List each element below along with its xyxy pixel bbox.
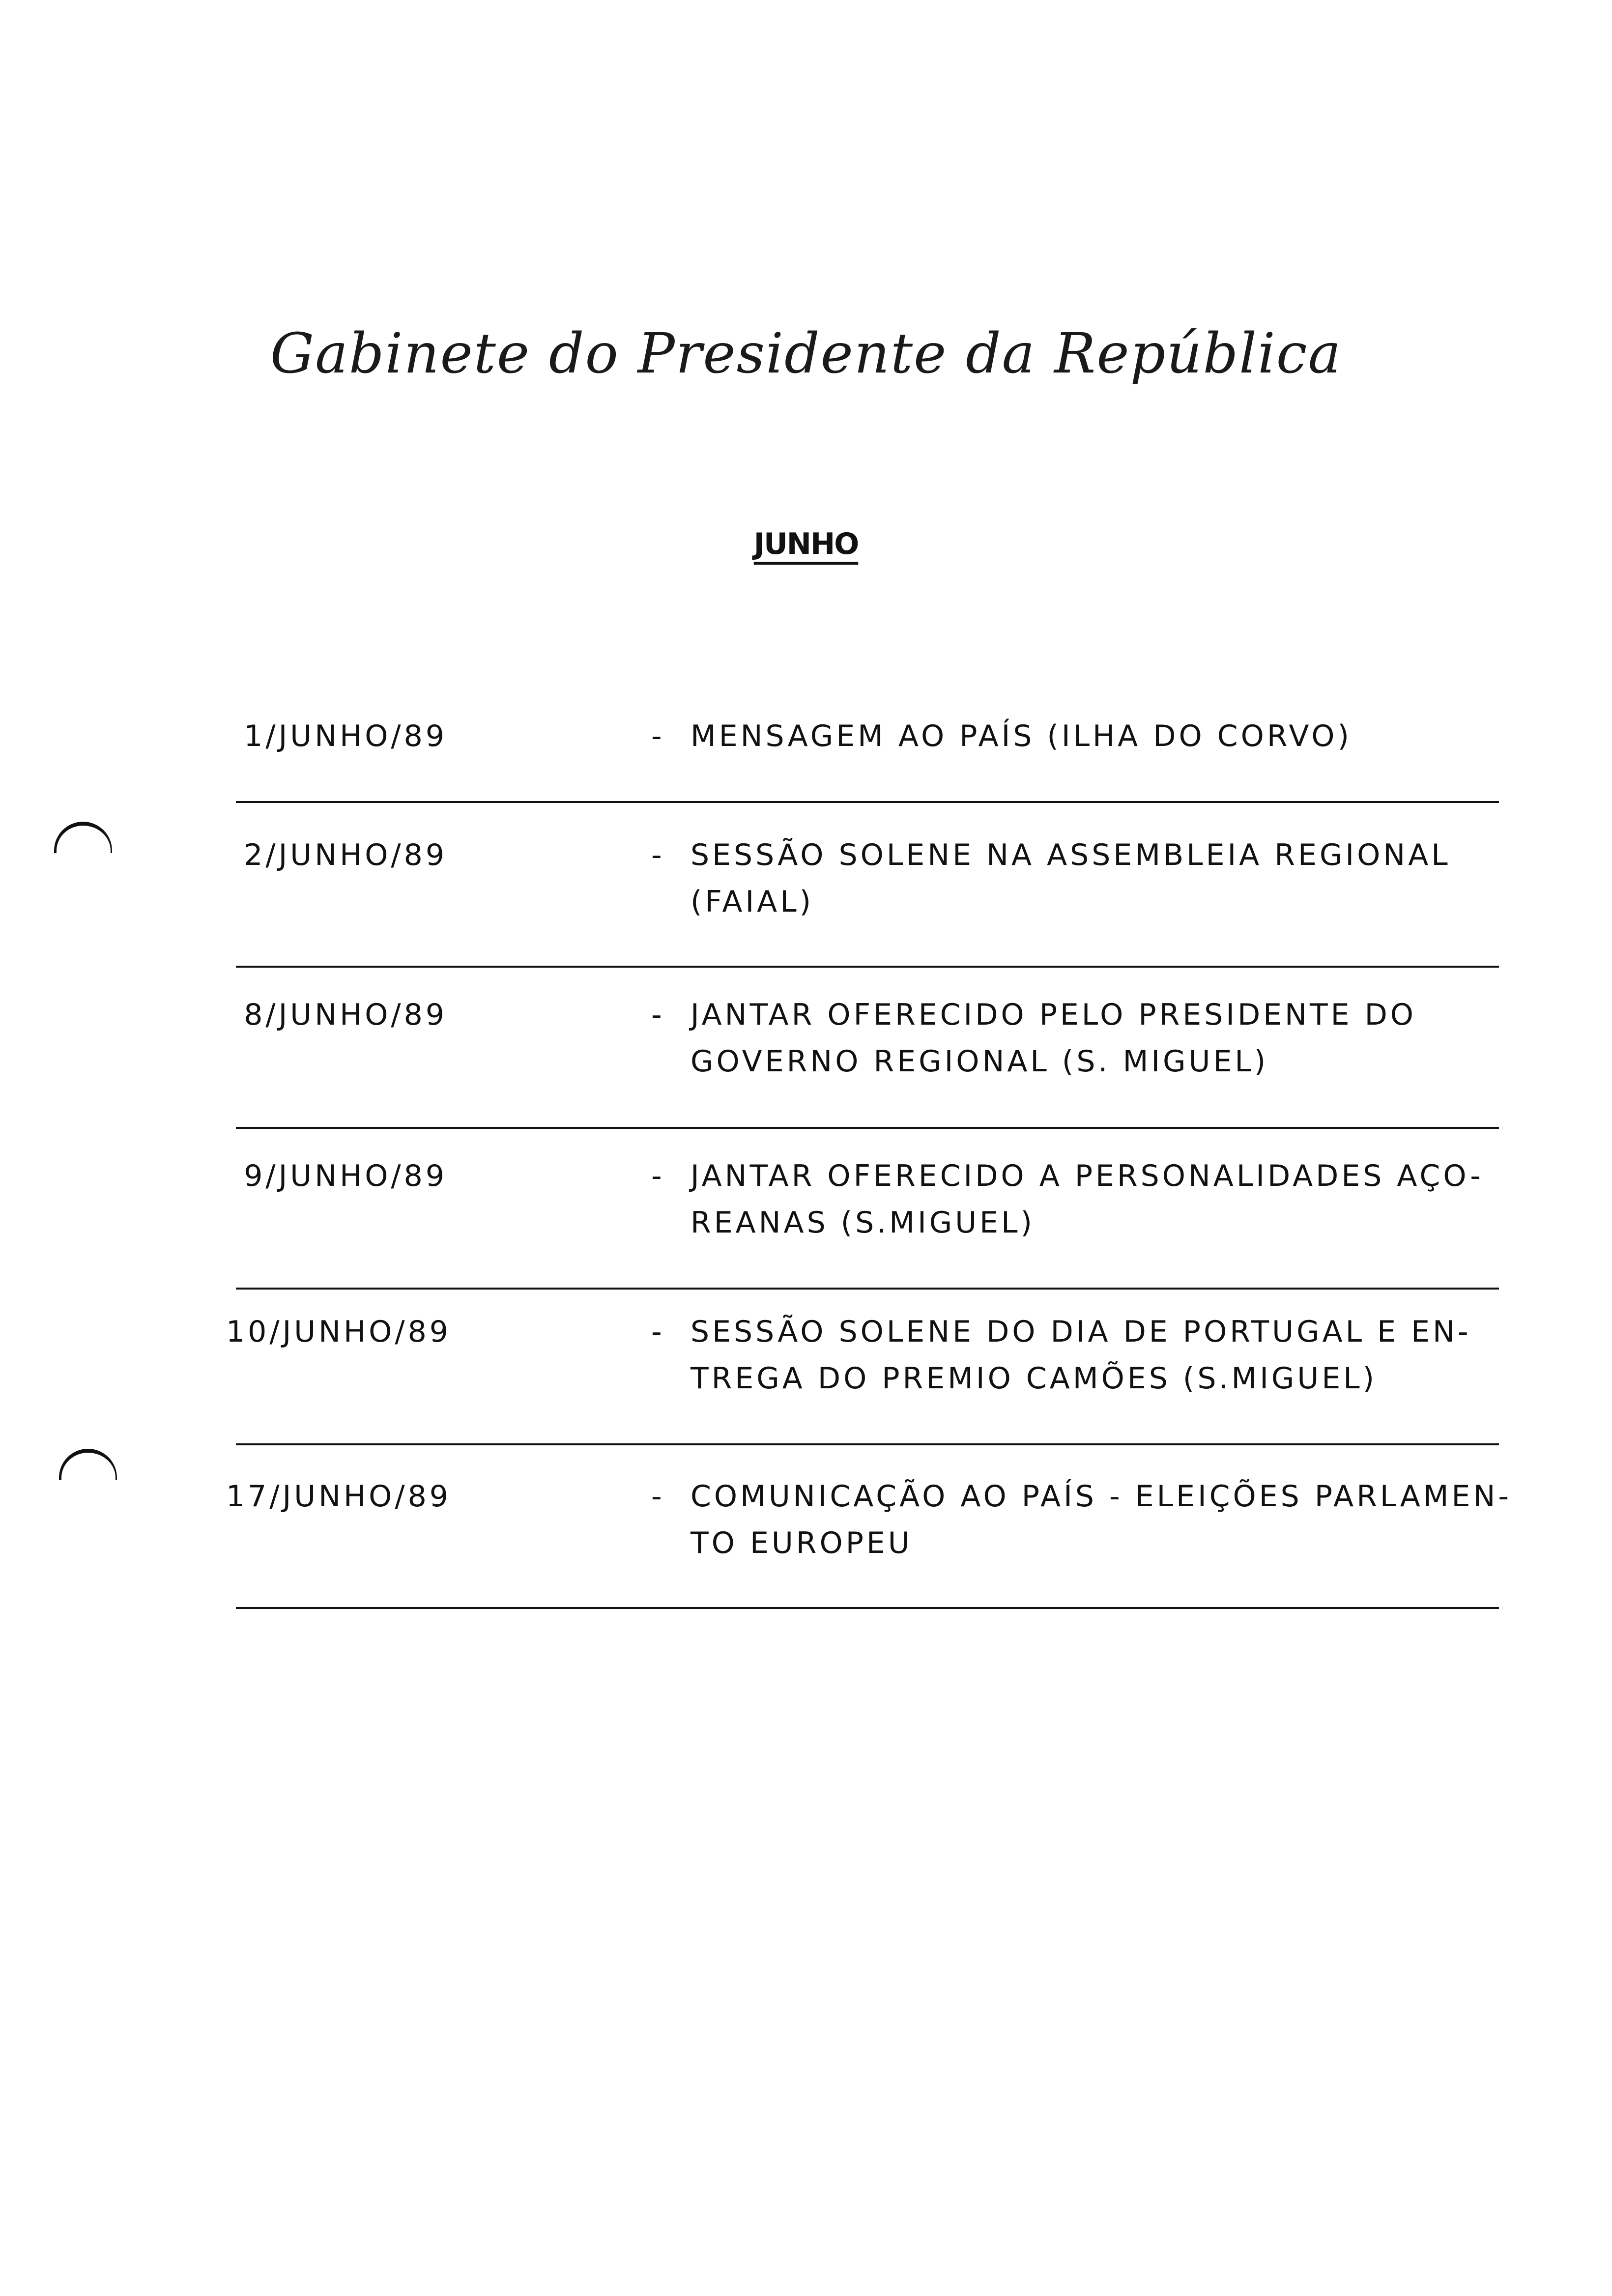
entry-description-line: JANTAR OFERECIDO A PERSONALIDADES AÇO- xyxy=(691,1159,1484,1193)
divider-rule xyxy=(236,966,1499,968)
entry-dash: - xyxy=(651,1315,662,1349)
divider-rule xyxy=(236,1288,1499,1290)
entry-date: 17/JUNHO/89 xyxy=(226,1479,451,1514)
entry-description-line: (FAIAL) xyxy=(691,885,814,919)
entry-description-line: MENSAGEM AO PAÍS (ILHA DO CORVO) xyxy=(691,719,1352,753)
divider-rule xyxy=(236,1607,1499,1609)
entry-description-line: TREGA DO PREMIO CAMÕES (S.MIGUEL) xyxy=(691,1361,1378,1396)
letterhead-title: Gabinete do Presidente da República xyxy=(270,322,1342,386)
binder-hole-mark xyxy=(54,822,112,853)
entry-dash: - xyxy=(651,838,662,872)
entry-dash: - xyxy=(651,998,662,1032)
divider-rule xyxy=(236,801,1499,803)
entry-date: 8/JUNHO/89 xyxy=(244,998,447,1032)
entry-dash: - xyxy=(651,1159,662,1193)
entry-description-line: SESSÃO SOLENE NA ASSEMBLEIA REGIONAL xyxy=(691,838,1451,872)
month-heading: JUNHO xyxy=(753,527,859,561)
entry-description-line: COMUNICAÇÃO AO PAÍS - ELEIÇÕES PARLAMEN- xyxy=(691,1479,1512,1514)
entry-description-line: SESSÃO SOLENE DO DIA DE PORTUGAL E EN- xyxy=(691,1315,1471,1349)
entry-description-line: TO EUROPEU xyxy=(691,1526,913,1560)
binder-hole-mark xyxy=(59,1449,117,1480)
entry-date: 10/JUNHO/89 xyxy=(226,1315,451,1349)
entry-date: 2/JUNHO/89 xyxy=(244,838,447,872)
entry-dash: - xyxy=(651,1479,662,1514)
entry-description-line: JANTAR OFERECIDO PELO PRESIDENTE DO xyxy=(691,998,1417,1032)
entry-dash: - xyxy=(651,719,662,753)
entry-description-line: GOVERNO REGIONAL (S. MIGUEL) xyxy=(691,1044,1269,1079)
entry-description-line: REANAS (S.MIGUEL) xyxy=(691,1205,1035,1240)
divider-rule xyxy=(236,1443,1499,1445)
entry-date: 1/JUNHO/89 xyxy=(244,719,447,753)
divider-rule xyxy=(236,1127,1499,1129)
entry-date: 9/JUNHO/89 xyxy=(244,1159,447,1193)
